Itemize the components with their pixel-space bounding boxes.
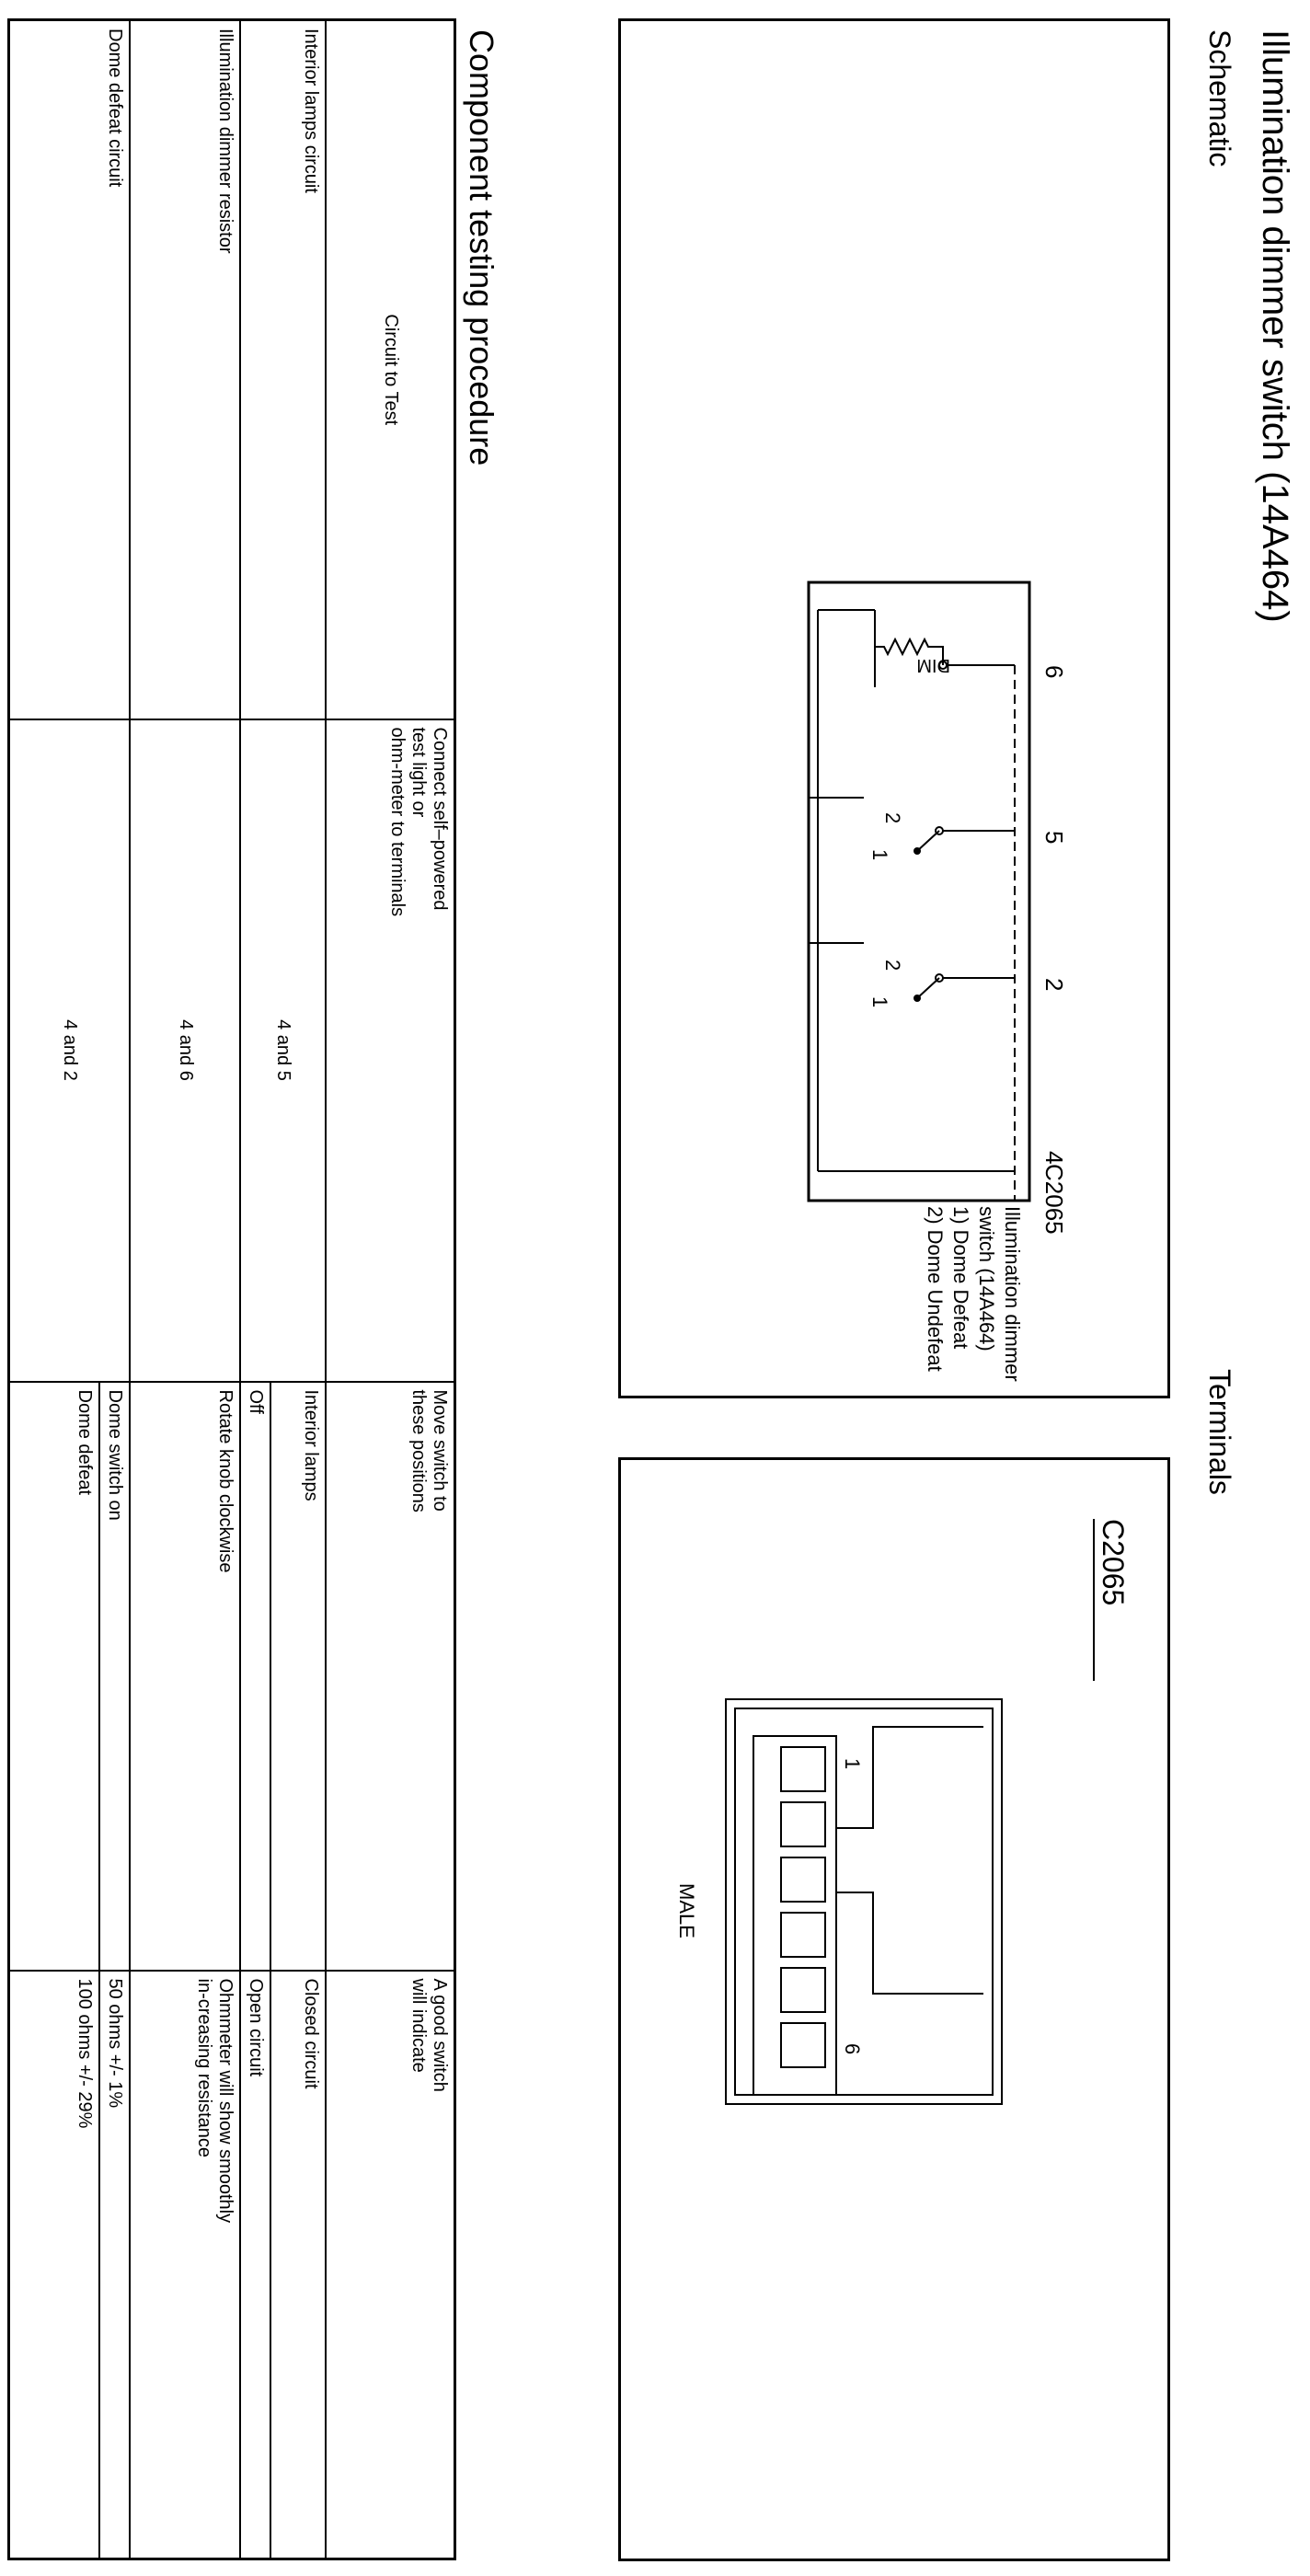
terminals-cell xyxy=(131,719,241,1382)
circuit-text: Interior lamps circuit xyxy=(301,29,322,193)
terminals-panel xyxy=(618,1457,1170,2561)
connector-drawing xyxy=(621,1460,1167,2559)
table-row xyxy=(100,20,131,2559)
caption-line-3: 1) Dome Defeat xyxy=(949,1206,972,1350)
table-row xyxy=(131,20,241,2559)
terminal-cavity xyxy=(781,2023,825,2067)
position-label-2: 1 xyxy=(868,849,891,861)
table-header-row xyxy=(327,20,455,2559)
header-result-text: A good switch will indicate xyxy=(408,1978,450,2092)
result-text: Ohmmeter will show smoothly in-creasing resistance xyxy=(194,1978,236,2224)
dim-label: DIM xyxy=(916,655,950,675)
result-text: Closed circuit xyxy=(301,1978,322,2089)
position-text: Dome switch on xyxy=(105,1389,126,1521)
terminal-cavity xyxy=(781,1913,825,1957)
header-terminals-text: Connect self–powered test light or ohm-meter to terminals xyxy=(387,727,450,917)
circuit-text: Illumination dimmer resistor xyxy=(215,29,236,254)
switch-contact-2 xyxy=(914,995,921,1002)
position-cell xyxy=(271,1382,327,1971)
result-cell xyxy=(9,1971,100,2559)
result-text: 100 ohms +/- 29% xyxy=(75,1978,96,2129)
position-label-1: 2 xyxy=(881,812,904,824)
terminals-text: 4 and 2 xyxy=(60,1019,81,1081)
header-result xyxy=(327,1971,455,2559)
position-text: Off xyxy=(246,1389,267,1414)
pin-label-5: 5 xyxy=(1040,831,1068,845)
terminal-pin-6-label: 6 xyxy=(841,2043,864,2055)
position-label-3: 2 xyxy=(881,960,904,972)
terminals-cell xyxy=(241,719,327,1382)
terminal-cavity xyxy=(781,1857,825,1902)
header-positions-text: Move switch to these positions xyxy=(408,1389,450,1512)
terminal-cavity xyxy=(781,1802,825,1846)
switch-blade-2 xyxy=(917,978,939,998)
position-label-4: 1 xyxy=(868,996,891,1008)
header-positions xyxy=(327,1382,455,1971)
result-cell xyxy=(271,1971,327,2559)
position-cell xyxy=(131,1382,241,1971)
position-cell xyxy=(100,1382,131,1971)
terminal-pin-1-label: 1 xyxy=(841,1758,864,1770)
result-text: 50 ohms +/- 1% xyxy=(105,1978,126,2109)
position-text: Dome defeat xyxy=(75,1389,96,1496)
header-circuit-text: Circuit to Test xyxy=(380,314,401,426)
terminals-cell xyxy=(9,719,131,1382)
procedure-heading: Component testing procedure xyxy=(463,29,500,466)
connector-gender: MALE xyxy=(675,1883,698,1938)
position-text: Rotate knob clockwise xyxy=(215,1389,236,1573)
position-text: Interior lamps xyxy=(301,1389,322,1501)
connector-outer-shell xyxy=(726,1699,1002,2104)
page-title: Illumination dimmer switch (14A464) xyxy=(1255,29,1295,623)
switch-blade-1 xyxy=(917,831,939,851)
connector-inner-shell xyxy=(735,1708,993,2095)
circuit-cell xyxy=(131,20,241,719)
schematic-panel xyxy=(618,18,1170,1398)
caption-line-4: 2) Dome Undefeat xyxy=(924,1206,947,1372)
pin-label-4: 4 xyxy=(1040,1151,1068,1165)
result-cell xyxy=(131,1971,241,2559)
terminal-cavity-row xyxy=(753,1736,836,2095)
terminal-cavity xyxy=(781,1968,825,2012)
procedure-table xyxy=(7,18,456,2560)
circuit-text: Dome defeat circuit xyxy=(105,29,126,188)
position-cell xyxy=(9,1382,100,1971)
circuit-cell xyxy=(241,20,327,719)
terminals-heading: Terminals xyxy=(1203,1369,1236,1495)
caption-line-2: switch (14A464) xyxy=(975,1206,998,1351)
result-cell xyxy=(241,1971,271,2559)
terminals-text: 4 and 6 xyxy=(176,1019,196,1081)
header-circuit xyxy=(327,20,455,719)
result-cell xyxy=(100,1971,131,2559)
terminal-cavity xyxy=(781,1747,825,1791)
schematic-diagram xyxy=(621,21,1167,1396)
caption-line-1: Illumination dimmer xyxy=(1001,1206,1024,1382)
position-cell xyxy=(241,1382,271,1971)
result-text: Open circuit xyxy=(246,1978,267,2077)
header-terminals xyxy=(327,719,455,1382)
connector-name: C2065 xyxy=(1097,1519,1130,1606)
pin-label-6: 6 xyxy=(1040,665,1068,679)
schematic-heading: Schematic xyxy=(1203,29,1236,167)
circuit-cell xyxy=(9,20,131,719)
terminals-text: 4 and 5 xyxy=(273,1019,294,1081)
switch-contact-1 xyxy=(914,847,921,855)
component-caption xyxy=(924,1206,1024,1387)
table-row xyxy=(271,20,327,2559)
connector-label: C2065 xyxy=(1040,1164,1068,1235)
pin-label-2: 2 xyxy=(1040,978,1068,992)
